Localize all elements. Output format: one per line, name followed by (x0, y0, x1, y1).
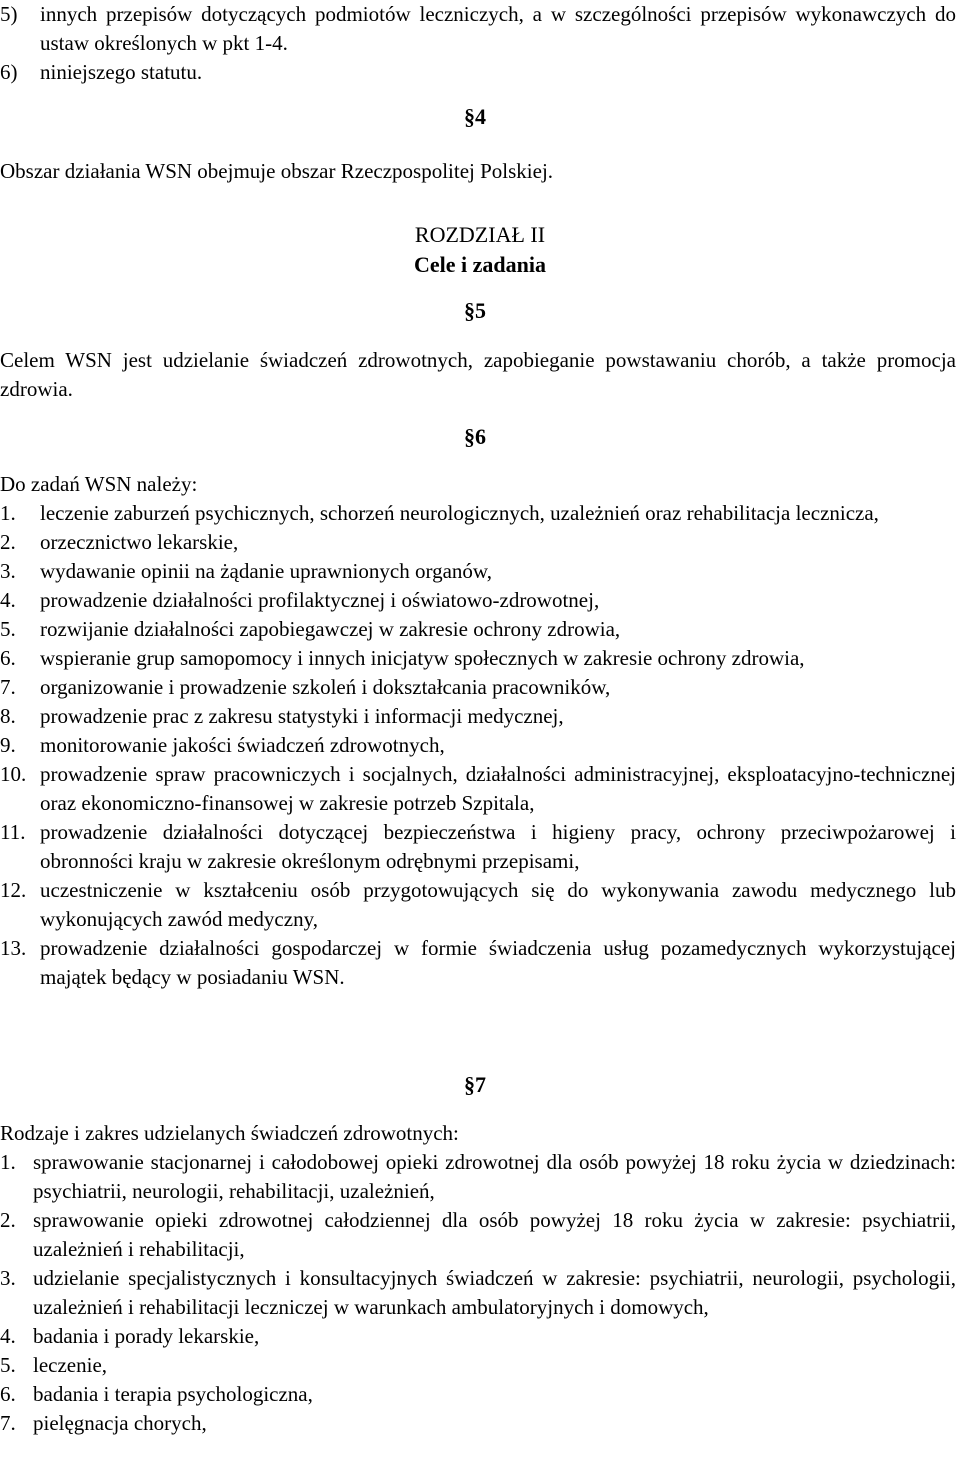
list-item-number: 9. (0, 733, 16, 757)
list-item (0, 1380, 956, 1409)
section-6-heading: §6 (464, 424, 486, 449)
list-item-text: wydawanie opinii na żądanie uprawnionych organów, (40, 559, 492, 583)
section-7-intro: Rodzaje i zakres udzielanych świadczeń zdrowotnych: (0, 1121, 459, 1145)
section-6-list (0, 499, 956, 992)
list-item-text: leczenie, (33, 1353, 108, 1377)
list-item-number: 1. (0, 1150, 16, 1174)
section-6-intro: Do zadań WSN należy: (0, 472, 198, 496)
list-item-number: 1. (0, 501, 16, 525)
section-7-heading: §7 (464, 1072, 486, 1097)
list-item-number: 11. (0, 820, 26, 844)
list-item (0, 1206, 956, 1264)
list-item-number: 2. (0, 1208, 16, 1232)
list-item (0, 1322, 956, 1351)
list-item (0, 702, 956, 731)
list-item (0, 876, 956, 934)
section-7-list (0, 1148, 956, 1438)
list-item-number: 3. (0, 559, 16, 583)
list-item (0, 673, 956, 702)
list-item-text: orzecznictwo lekarskie, (40, 530, 239, 554)
list-item-number: 6) (0, 60, 18, 84)
list-item (0, 934, 956, 992)
list-item-number: 5) (0, 2, 18, 26)
list-item (0, 586, 956, 615)
list-item-number: 13. (0, 936, 27, 960)
section-4-paragraph: Obszar działania WSN obejmuje obszar Rzeczpospolitej Polskiej. (0, 159, 554, 183)
list-item-text: innych przepisów dotyczących podmiotów leczniczych, a w szczególności przepisów wykonawczych do ustaw określonych w pkt 1-4. (40, 2, 956, 55)
list-item-number: 5. (0, 617, 16, 641)
list-item-number: 4. (0, 1324, 16, 1348)
list-item-text: uczestniczenie w kształceniu osób przygotowujących się do wykonywania zawodu medycznego lub wykonujących zawód medyczny, (40, 878, 956, 931)
list-item (0, 499, 956, 528)
chapter-title: ROZDZIAŁ II (414, 222, 546, 247)
list-item (0, 0, 956, 58)
list-item-text: badania i terapia psychologiczna, (33, 1382, 313, 1406)
list-item-text: badania i porady lekarskie, (33, 1324, 260, 1348)
list-item-number: 3. (0, 1266, 16, 1290)
list-item-number: 5. (0, 1353, 16, 1377)
list-item (0, 58, 956, 87)
list-item (0, 1351, 956, 1380)
list-item (0, 731, 956, 760)
list-item-text: sprawowanie stacjonarnej i całodobowej opieki zdrowotnej dla osób powyżej 18 roku życia w dziedzinach: psychiatrii, neurologii, rehabilitacji, uzależnień, (33, 1150, 956, 1203)
list-item-text: rozwijanie działalności zapobiegawczej w zakresie ochrony zdrowia, (40, 617, 621, 641)
list-item-text: prowadzenie działalności gospodarczej w formie świadczenia usług pozamedycznych wykorzystującej majątek będący w posiadaniu WSN. (40, 936, 956, 989)
list-item-text: prowadzenie prac z zakresu statystyki i informacji medycznej, (40, 704, 564, 728)
list-item-number: 8. (0, 704, 16, 728)
section-4-heading: §4 (464, 104, 486, 129)
section-5-paragraph: Celem WSN jest udzielanie świadczeń zdrowotnych, zapobieganie powstawaniu chorób, a także promocja zdrowia. (0, 348, 956, 401)
previous-list (0, 0, 956, 87)
list-item (0, 644, 956, 673)
list-item (0, 760, 956, 818)
list-item-number: 2. (0, 530, 16, 554)
list-item-text: udzielanie specjalistycznych i konsultacyjnych świadczeń w zakresie: psychiatrii, neurologii, psychologii, uzależnień i rehabilitacji leczniczej w warunkach ambulatoryjnych i domowych, (33, 1266, 956, 1319)
list-item (0, 1148, 956, 1206)
list-item (0, 528, 956, 557)
list-item-number: 4. (0, 588, 16, 612)
list-item-text: pielęgnacja chorych, (33, 1411, 207, 1435)
section-5-heading: §5 (464, 298, 486, 323)
list-item-number: 12. (0, 878, 27, 902)
list-item-number: 6. (0, 646, 16, 670)
chapter-subtitle: Cele i zadania (414, 252, 546, 277)
list-item-number: 7. (0, 1411, 16, 1435)
list-item (0, 818, 956, 876)
list-item (0, 1409, 956, 1438)
list-item-text: niniejszego statutu. (40, 60, 203, 84)
list-item-number: 7. (0, 675, 16, 699)
list-item-number: 10. (0, 762, 27, 786)
list-item-text: organizowanie i prowadzenie szkoleń i dokształcania pracowników, (40, 675, 611, 699)
list-item-text: sprawowanie opieki zdrowotnej całodziennej dla osób powyżej 18 roku życia w zakresie: psychiatrii, uzależnień i rehabilitacji, (33, 1208, 956, 1261)
list-item-text: prowadzenie spraw pracowniczych i socjalnych, działalności administracyjnej, eksploatacyjno-technicznej oraz ekonomiczno-finansowej w zakresie potrzeb Szpitala, (40, 762, 956, 815)
list-item (0, 615, 956, 644)
list-item-text: monitorowanie jakości świadczeń zdrowotnych, (40, 733, 445, 757)
list-item (0, 1264, 956, 1322)
list-item (0, 557, 956, 586)
list-item-number: 6. (0, 1382, 16, 1406)
list-item-text: prowadzenie działalności dotyczącej bezpieczeństwa i higieny pracy, ochrony przeciwpożarowej i obronności kraju w zakresie określonym odrębnymi przepisami, (40, 820, 956, 873)
list-item-text: prowadzenie działalności profilaktycznej i oświatowo-zdrowotnej, (40, 588, 600, 612)
list-item-text: leczenie zaburzeń psychicznych, schorzeń neurologicznych, uzależnień oraz rehabilitacja lecznicza, (40, 501, 879, 525)
list-item-text: wspieranie grup samopomocy i innych inicjatyw społecznych w zakresie ochrony zdrowia, (40, 646, 805, 670)
